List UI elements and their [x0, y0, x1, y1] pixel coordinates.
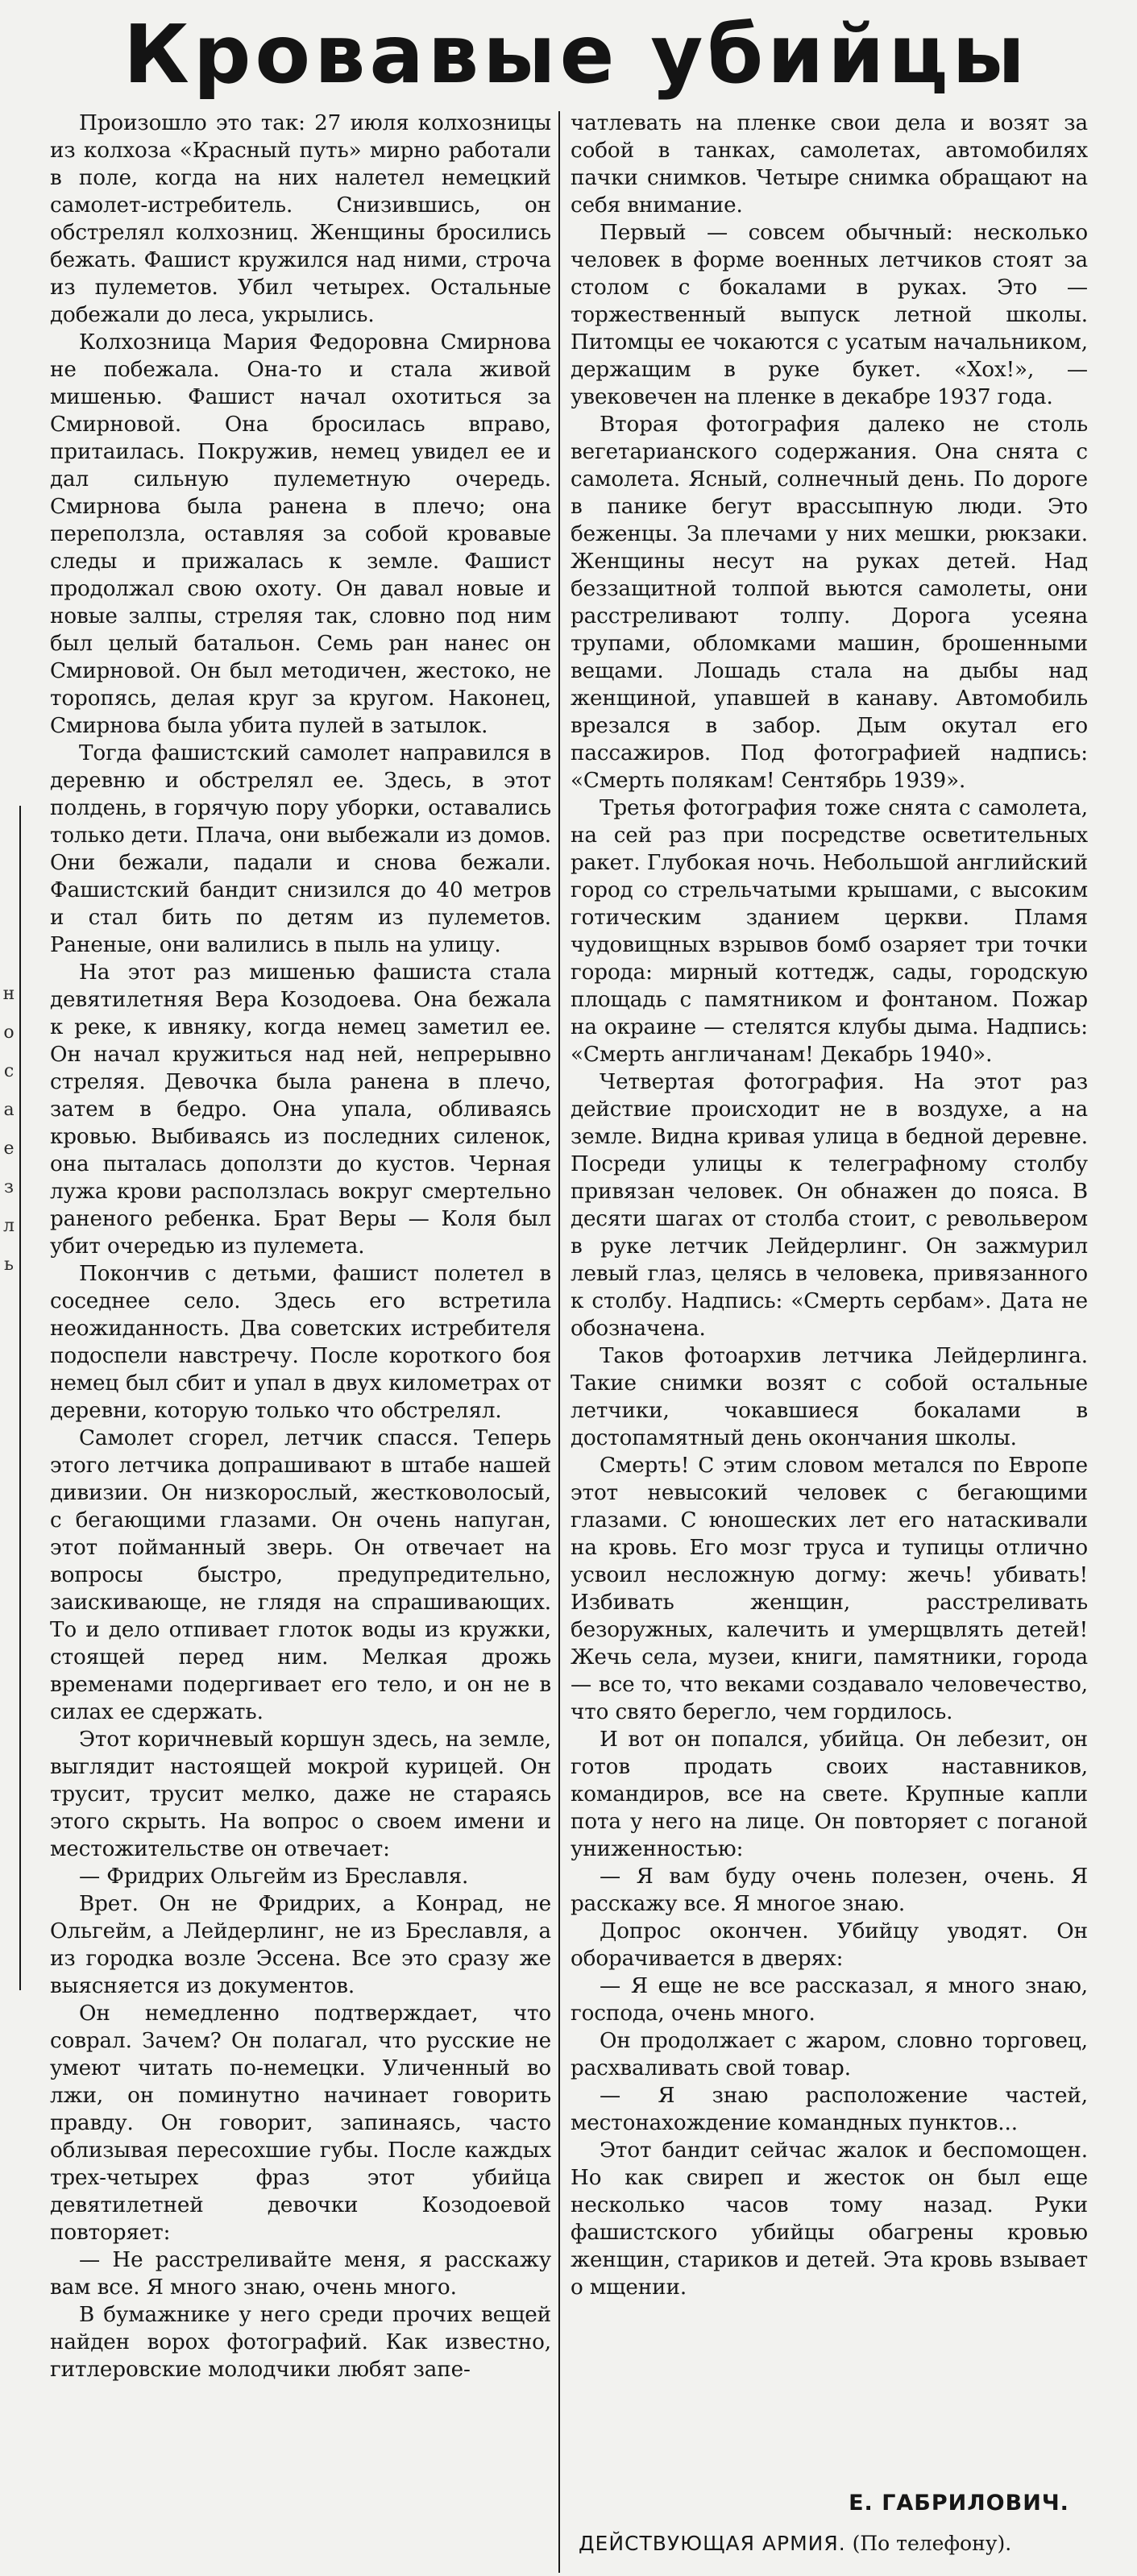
dateline — [579, 2530, 1094, 2557]
edge-letter: с — [3, 1061, 15, 1081]
edge-letter: о — [3, 1023, 15, 1043]
paragraph: Этот бандит сейчас жалок и беспомощен. Но как свиреп и жесток он был еще несколько часов тому назад. Руки фашистского убийцы обагрены кровью женщин, стариков и детей. Эта кровь взывает о мщении. — [571, 2138, 1088, 2300]
paragraph: Колхозница Мария Федоровна Смирнова не побежала. Она-то и стала живой мишенью. Фашист начал охотиться за Смирновой. Она бросилась вправо, притаилась. Покружив, немец увидел ее и дал сильную пулеметную очередь. Смирнова была ранена в плечо; она переползла, оставляя за собой кровавые следы и прижалась к земле. Фашист продолжал свою охоту. Он давал новые и новые залпы, стреляя так, словно под ним был целый батальон. Семь ран нанес он Смирновой. Он был методичен, жестоко, не торопясь, делая круг за кругом. Наконец, Смирнова была убита пулей в затылок. — [50, 330, 551, 738]
paragraph: Третья фотография тоже снята с самолета, на сей раз при посредстве осветительных ракет. Глубокая ночь. Небольшой английский город со стрельчатыми крышами, с высоким готическим зданием церкви. Пламя чудовищных взрывов бомб озаряет три точки города: мирный коттедж, сады, городскую площадь с памятником и фонтаном. Пожар на окраине — стелятся клубы дыма. Надпись: «Смерть англичанам! Декабрь 1940». — [571, 796, 1088, 1067]
paragraph: чатлевать на пленке свои дела и возят за собой в танках, самолетах, автомобилях пачки снимков. Четыре снимка обращают на себя внимание. — [571, 111, 1088, 218]
paragraph: В бумажнике у него среди прочих вещей найден ворох фотографий. Как известно, гитлеровские молодчики любят запе- — [50, 2303, 551, 2382]
paragraph: Он немедленно подтверждает, что соврал. Зачем? Он полагал, что русские не умеют читать по-немецки. Уличенный во лжи, он поминутно начинает говорить правду. Он говорит, запинаясь, часто облизывая пересохшие губы. После каждых трех-четырех фраз этот убийца девятилетней девочки Козодоевой повторяет: — [50, 2001, 551, 2245]
paragraph: — Не расстреливайте меня, я расскажу вам все. Я много знаю, очень много. — [50, 2248, 551, 2300]
paragraph: Четвертая фотография. На этот раз действие происходит не в воздухе, а на земле. Видна кривая улица в бедной деревне. Посреди улицы к телеграфному столбу привязан человек. Он обнажен до пояса. В десяти шагах от столба стоит, с револьвером в руке летчик Лейдерлинг. Он зажмурил левый глаз, целясь в человека, привязанного к столбу. Надпись: «Смерть сербам». Дата не обозначена. — [571, 1070, 1088, 1341]
paragraph: Он продолжает с жаром, словно торговец, расхваливать свой товар. — [571, 2029, 1088, 2080]
edge-letter: н — [2, 984, 15, 1004]
dateline-note: (По телефону). — [852, 2532, 1012, 2555]
paragraph: Этот коричневый коршун здесь, на земле, выглядит настоящей мокрой курицей. Он трусит, трусит мелко, даже не стараясь этого скрыть. На вопрос о своем имени и местожительстве он отвечает: — [50, 1728, 551, 1861]
headline: Кровавые убийцы — [123, 7, 1029, 102]
edge-letter: л — [3, 1216, 15, 1236]
article-column-right — [571, 110, 1088, 2487]
paragraph: Допрос окончен. Убийцу уводят. Он оборачивается в дверях: — [571, 1919, 1088, 1971]
paragraph: Вторая фотография далеко не столь вегетарианского содержания. Она снята с самолета. Ясный, солнечный день. По дороге в панике бегут врассыпную люди. Это беженцы. За плечами у них мешки, рюкзаки. Женщины несут на руках детей. Над беззащитной толпой вьются самолеты, они расстреливают толпу. Дорога усеяна трупами, обломками машин, брошенными вещами. Лошадь стала на дыбы над женщиной, упавшей в канаву. Автомобиль врезался в забор. Дым окутал его пассажиров. Под фотографией надпись: «Смерть полякам! Сентябрь 1939». — [571, 413, 1088, 793]
paragraph: Смерть! С этим словом метался по Европе этот невысокий человек с бегающими глазами. С юношеских лет его натаскивали на кровь. Его мозг труса и тупицы отлично усвоил несложную догму: жечь! убивать! Избивать женщин, расстреливать безоружных, калечить и умерщвлять детей! Жечь села, музеи, книги, памятники, города — все то, что веками создавало человечество, что свято берегло, чем гордилось. — [571, 1454, 1088, 1724]
article-column-left — [50, 110, 551, 2571]
paragraph: Врет. Он не Фридрих, а Конрад, не Ольгейм, а Лейдерлинг, не из Бреславля, а из городка возле Эссена. Все это сразу же выясняется из документов. — [50, 1892, 551, 1998]
paragraph: — Фридрих Ольгейм из Бреславля. — [79, 1865, 469, 1889]
edge-letter: а — [3, 1100, 15, 1120]
paragraph: На этот раз мишенью фашиста стала девятилетняя Вера Козодоева. Она бежала к реке, к ивняку, когда немец заметил ее. Он начал кружиться над ней, непрерывно стреляя. Девочка была ранена в плечо, затем в бедро. Она упала, обливаясь кровью. Выбиваясь из последних силенок, она пыталась доползти до кустов. Черная лужа крови расползлась вокруг смертельно раненого ребенка. Брат Веры — Коля был убит очередью из пулемета. — [50, 960, 551, 1259]
edge-letter: ь — [4, 1255, 14, 1275]
paragraph: — Я вам буду очень полезен, очень. Я расскажу все. Я многое знаю. — [571, 1865, 1088, 1916]
paragraph: Первый — совсем обычный: несколько человек в форме военных летчиков стоят за столом с бокалами в руках. Это — торжественный выпуск летной школы. Питомцы ее чокаются с усатым начальником, держащим в руке букет. «Хох!», — увековечен на пленке в декабре 1937 года. — [571, 221, 1088, 409]
paragraph: — Я еще не все рассказал, я много знаю, господа, очень много. — [571, 1974, 1088, 2026]
edge-letter: е — [3, 1139, 15, 1159]
paragraph: — Я знаю расположение частей, местонахождение командных пунктов... — [571, 2084, 1088, 2135]
paragraph: Самолет сгорел, летчик спасся. Теперь этого летчика допрашивают в штабе нашей дивизии. Он низкорослый, жестковолосый, с бегающими глазами. Он очень напуган, этот пойманный зверь. Он отвечает на вопросы быстро, предупредительно, заискивающе, не глядя на спрашивающих. То и дело отпивает глоток воды из кружки, стоящей перед ним. Мелкая дрожь временами подергивает его тело, и он не в силах ее сдержать. — [50, 1426, 551, 1724]
paragraph: И вот он попался, убийца. Он лебезит, он готов продать своих наставников, командиров, все на свете. Крупные капли пота у него на лице. Он повторяет с поганой униженностью: — [571, 1728, 1088, 1861]
dateline-place: ДЕЙСТВУЮЩАЯ АРМИЯ. — [579, 2532, 846, 2555]
column-divider — [558, 111, 560, 2573]
paragraph: Произошло это так: 27 июля колхозницы из колхоза «Красный путь» мирно работали в поле, когда на них налетел немецкий самолет-истребитель. Снизившись, он обстрелял колхозниц. Женщины бросились бежать. Фашист кружился над ними, строча из пулеметов. Убил четырех. Остальные добежали до леса, укрылись. — [50, 111, 551, 327]
left-edge-rule — [19, 806, 21, 1990]
author-signature: Е. ГАБРИЛОВИЧ. — [849, 2491, 1069, 2516]
paragraph: Покончив с детьми, фашист полетел в соседнее село. Здесь его встретила неожиданность. Два советских истребителя подоспели навстречу. После короткого боя немец был сбит и упал в двух километрах от деревни, которую только что обстрелял. — [50, 1262, 551, 1423]
paragraph: Тогда фашистский самолет направился в деревню и обстрелял ее. Здесь, в этот полдень, в горячую пору уборки, оставались только дети. Плача, они выбежали из домов. Они бежали, падали и снова бежали. Фашистский бандит снизился до 40 метров и стал бить по детям из пулеметов. Раненые, они валились в пыль на улицу. — [50, 741, 551, 957]
paragraph: Таков фотоархив летчика Лейдерлинга. Такие снимки возят с собой остальные летчики, чокавшиеся бокалами в достопамятный день окончания школы. — [571, 1344, 1088, 1450]
edge-letter: з — [4, 1177, 14, 1197]
edge-letter-fragments — [2, 975, 16, 1284]
